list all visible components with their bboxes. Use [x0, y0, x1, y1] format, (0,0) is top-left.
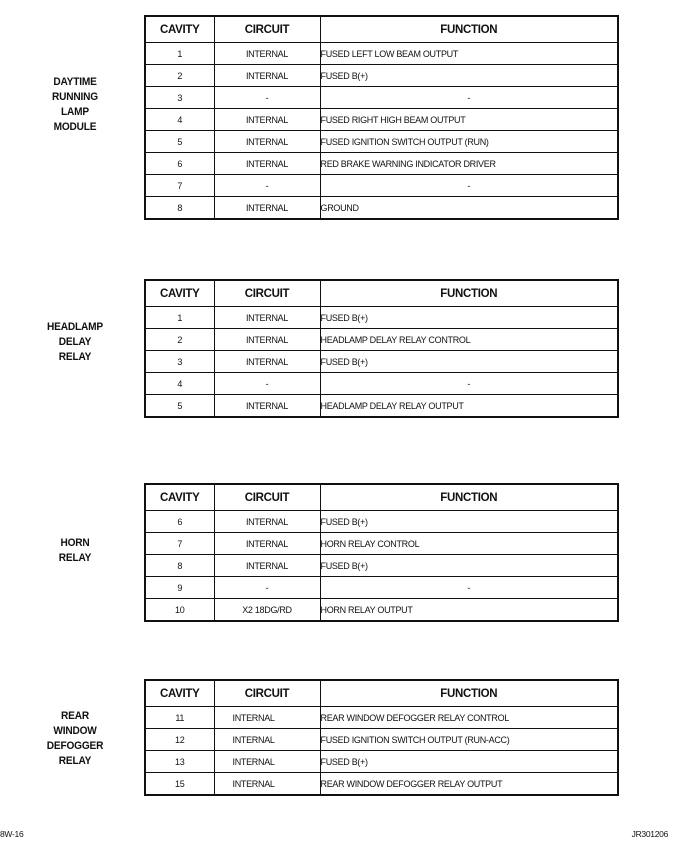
table-row: [145, 511, 618, 533]
circuit-cell: INTERNAL: [214, 109, 320, 131]
cavity-cell: 12: [145, 729, 214, 751]
header-circuit: CIRCUIT: [214, 484, 320, 511]
circuit-cell: INTERNAL: [214, 329, 320, 351]
cavity-cell: 13: [145, 751, 214, 773]
circuit-cell: INTERNAL: [214, 43, 320, 65]
header-circuit: CIRCUIT: [214, 680, 320, 707]
table-row: [145, 307, 618, 329]
header-row: [145, 484, 618, 511]
connector-pin-table: [144, 483, 619, 622]
cavity-cell: 1: [145, 307, 214, 329]
cavity-cell: 2: [145, 65, 214, 87]
circuit-cell: INTERNAL: [214, 773, 320, 796]
table-row: [145, 577, 618, 599]
circuit-cell: -: [214, 577, 320, 599]
table-row: [145, 175, 618, 197]
figure-id: JR301206: [631, 829, 668, 839]
cavity-cell: 5: [145, 131, 214, 153]
table-row: [145, 351, 618, 373]
circuit-cell: -: [214, 373, 320, 395]
function-cell: GROUND: [320, 197, 618, 220]
label-line: REAR: [61, 710, 89, 722]
cavity-cell: 3: [145, 351, 214, 373]
header-cavity: CAVITY: [145, 680, 214, 707]
function-cell: FUSED B(+): [320, 555, 618, 577]
table-row: [145, 555, 618, 577]
table-row: [145, 751, 618, 773]
connector-pin-table: [144, 279, 619, 418]
cavity-cell: 6: [145, 153, 214, 175]
header-circuit: CIRCUIT: [214, 16, 320, 43]
table-row: [145, 153, 618, 175]
table-row: [145, 109, 618, 131]
label-line: DELAY: [58, 336, 92, 348]
cavity-cell: 1: [145, 43, 214, 65]
circuit-cell: INTERNAL: [214, 555, 320, 577]
cavity-cell: 3: [145, 87, 214, 109]
function-cell: REAR WINDOW DEFOGGER RELAY OUTPUT: [320, 773, 618, 796]
circuit-cell: INTERNAL: [214, 395, 320, 418]
function-cell: RED BRAKE WARNING INDICATOR DRIVER: [320, 153, 618, 175]
circuit-cell: INTERNAL: [214, 131, 320, 153]
circuit-cell: INTERNAL: [214, 511, 320, 533]
header-function: FUNCTION: [320, 680, 618, 707]
function-cell: HEADLAMP DELAY RELAY CONTROL: [320, 329, 618, 351]
table-row: [145, 729, 618, 751]
table-row: [145, 87, 618, 109]
function-cell: FUSED RIGHT HIGH BEAM OUTPUT: [320, 109, 618, 131]
function-cell: FUSED B(+): [320, 751, 618, 773]
circuit-cell: INTERNAL: [214, 729, 320, 751]
table-row: [145, 599, 618, 622]
function-cell: HORN RELAY CONTROL: [320, 533, 618, 555]
table-row: [145, 65, 618, 87]
connector-pin-table: [144, 679, 619, 796]
function-cell: HORN RELAY OUTPUT: [320, 599, 618, 622]
circuit-cell: -: [214, 87, 320, 109]
cavity-cell: 8: [145, 555, 214, 577]
circuit-cell: INTERNAL: [214, 65, 320, 87]
header-row: [145, 280, 618, 307]
cavity-cell: 4: [145, 109, 214, 131]
table-row: [145, 197, 618, 220]
function-cell: FUSED IGNITION SWITCH OUTPUT (RUN-ACC): [320, 729, 618, 751]
function-cell: FUSED IGNITION SWITCH OUTPUT (RUN): [320, 131, 618, 153]
function-cell: -: [320, 175, 618, 197]
function-cell: -: [320, 373, 618, 395]
page-reference: 8W-16: [0, 829, 24, 839]
function-cell: FUSED B(+): [320, 511, 618, 533]
label-line: LAMP: [61, 106, 89, 118]
circuit-cell: INTERNAL: [214, 533, 320, 555]
circuit-cell: INTERNAL: [214, 197, 320, 220]
cavity-cell: 6: [145, 511, 214, 533]
header-row: [145, 680, 618, 707]
label-line: MODULE: [53, 121, 97, 133]
label-line: RUNNING: [52, 91, 98, 103]
label-line: RELAY: [58, 552, 92, 564]
cavity-cell: 2: [145, 329, 214, 351]
cavity-cell: 4: [145, 373, 214, 395]
label-line: DEFOGGER: [46, 740, 104, 752]
table-row: [145, 395, 618, 418]
cavity-cell: 8: [145, 197, 214, 220]
label-line: HEADLAMP: [47, 321, 103, 333]
circuit-cell: -: [214, 175, 320, 197]
function-cell: FUSED B(+): [320, 307, 618, 329]
header-function: FUNCTION: [320, 16, 618, 43]
label-line: HORN: [60, 537, 90, 549]
function-cell: -: [320, 87, 618, 109]
header-function: FUNCTION: [320, 484, 618, 511]
table-row: [145, 533, 618, 555]
function-cell: FUSED LEFT LOW BEAM OUTPUT: [320, 43, 618, 65]
header-cavity: CAVITY: [145, 484, 214, 511]
function-cell: FUSED B(+): [320, 351, 618, 373]
label-line: RELAY: [58, 351, 92, 363]
table-row: [145, 131, 618, 153]
function-cell: FUSED B(+): [320, 65, 618, 87]
function-cell: HEADLAMP DELAY RELAY OUTPUT: [320, 395, 618, 418]
header-cavity: CAVITY: [145, 16, 214, 43]
circuit-cell: INTERNAL: [214, 351, 320, 373]
table-row: [145, 43, 618, 65]
cavity-cell: 7: [145, 533, 214, 555]
component-label: [24, 709, 125, 769]
header-function: FUNCTION: [320, 280, 618, 307]
component-label: [24, 536, 125, 566]
circuit-cell: INTERNAL: [214, 707, 320, 729]
cavity-cell: 9: [145, 577, 214, 599]
cavity-cell: 7: [145, 175, 214, 197]
label-line: WINDOW: [53, 725, 97, 737]
header-cavity: CAVITY: [145, 280, 214, 307]
table-row: [145, 707, 618, 729]
cavity-cell: 11: [145, 707, 214, 729]
circuit-cell: X2 18DG/RD: [214, 599, 320, 622]
function-cell: -: [320, 577, 618, 599]
table-row: [145, 373, 618, 395]
circuit-cell: INTERNAL: [214, 751, 320, 773]
component-label: [24, 75, 125, 135]
cavity-cell: 15: [145, 773, 214, 796]
circuit-cell: INTERNAL: [214, 153, 320, 175]
table-row: [145, 329, 618, 351]
header-circuit: CIRCUIT: [214, 280, 320, 307]
function-cell: REAR WINDOW DEFOGGER RELAY CONTROL: [320, 707, 618, 729]
label-line: RELAY: [58, 755, 92, 767]
table-row: [145, 773, 618, 796]
cavity-cell: 5: [145, 395, 214, 418]
connector-pin-table: [144, 15, 619, 220]
component-label: [24, 320, 125, 365]
cavity-cell: 10: [145, 599, 214, 622]
circuit-cell: INTERNAL: [214, 307, 320, 329]
header-row: [145, 16, 618, 43]
label-line: DAYTIME: [53, 76, 97, 88]
